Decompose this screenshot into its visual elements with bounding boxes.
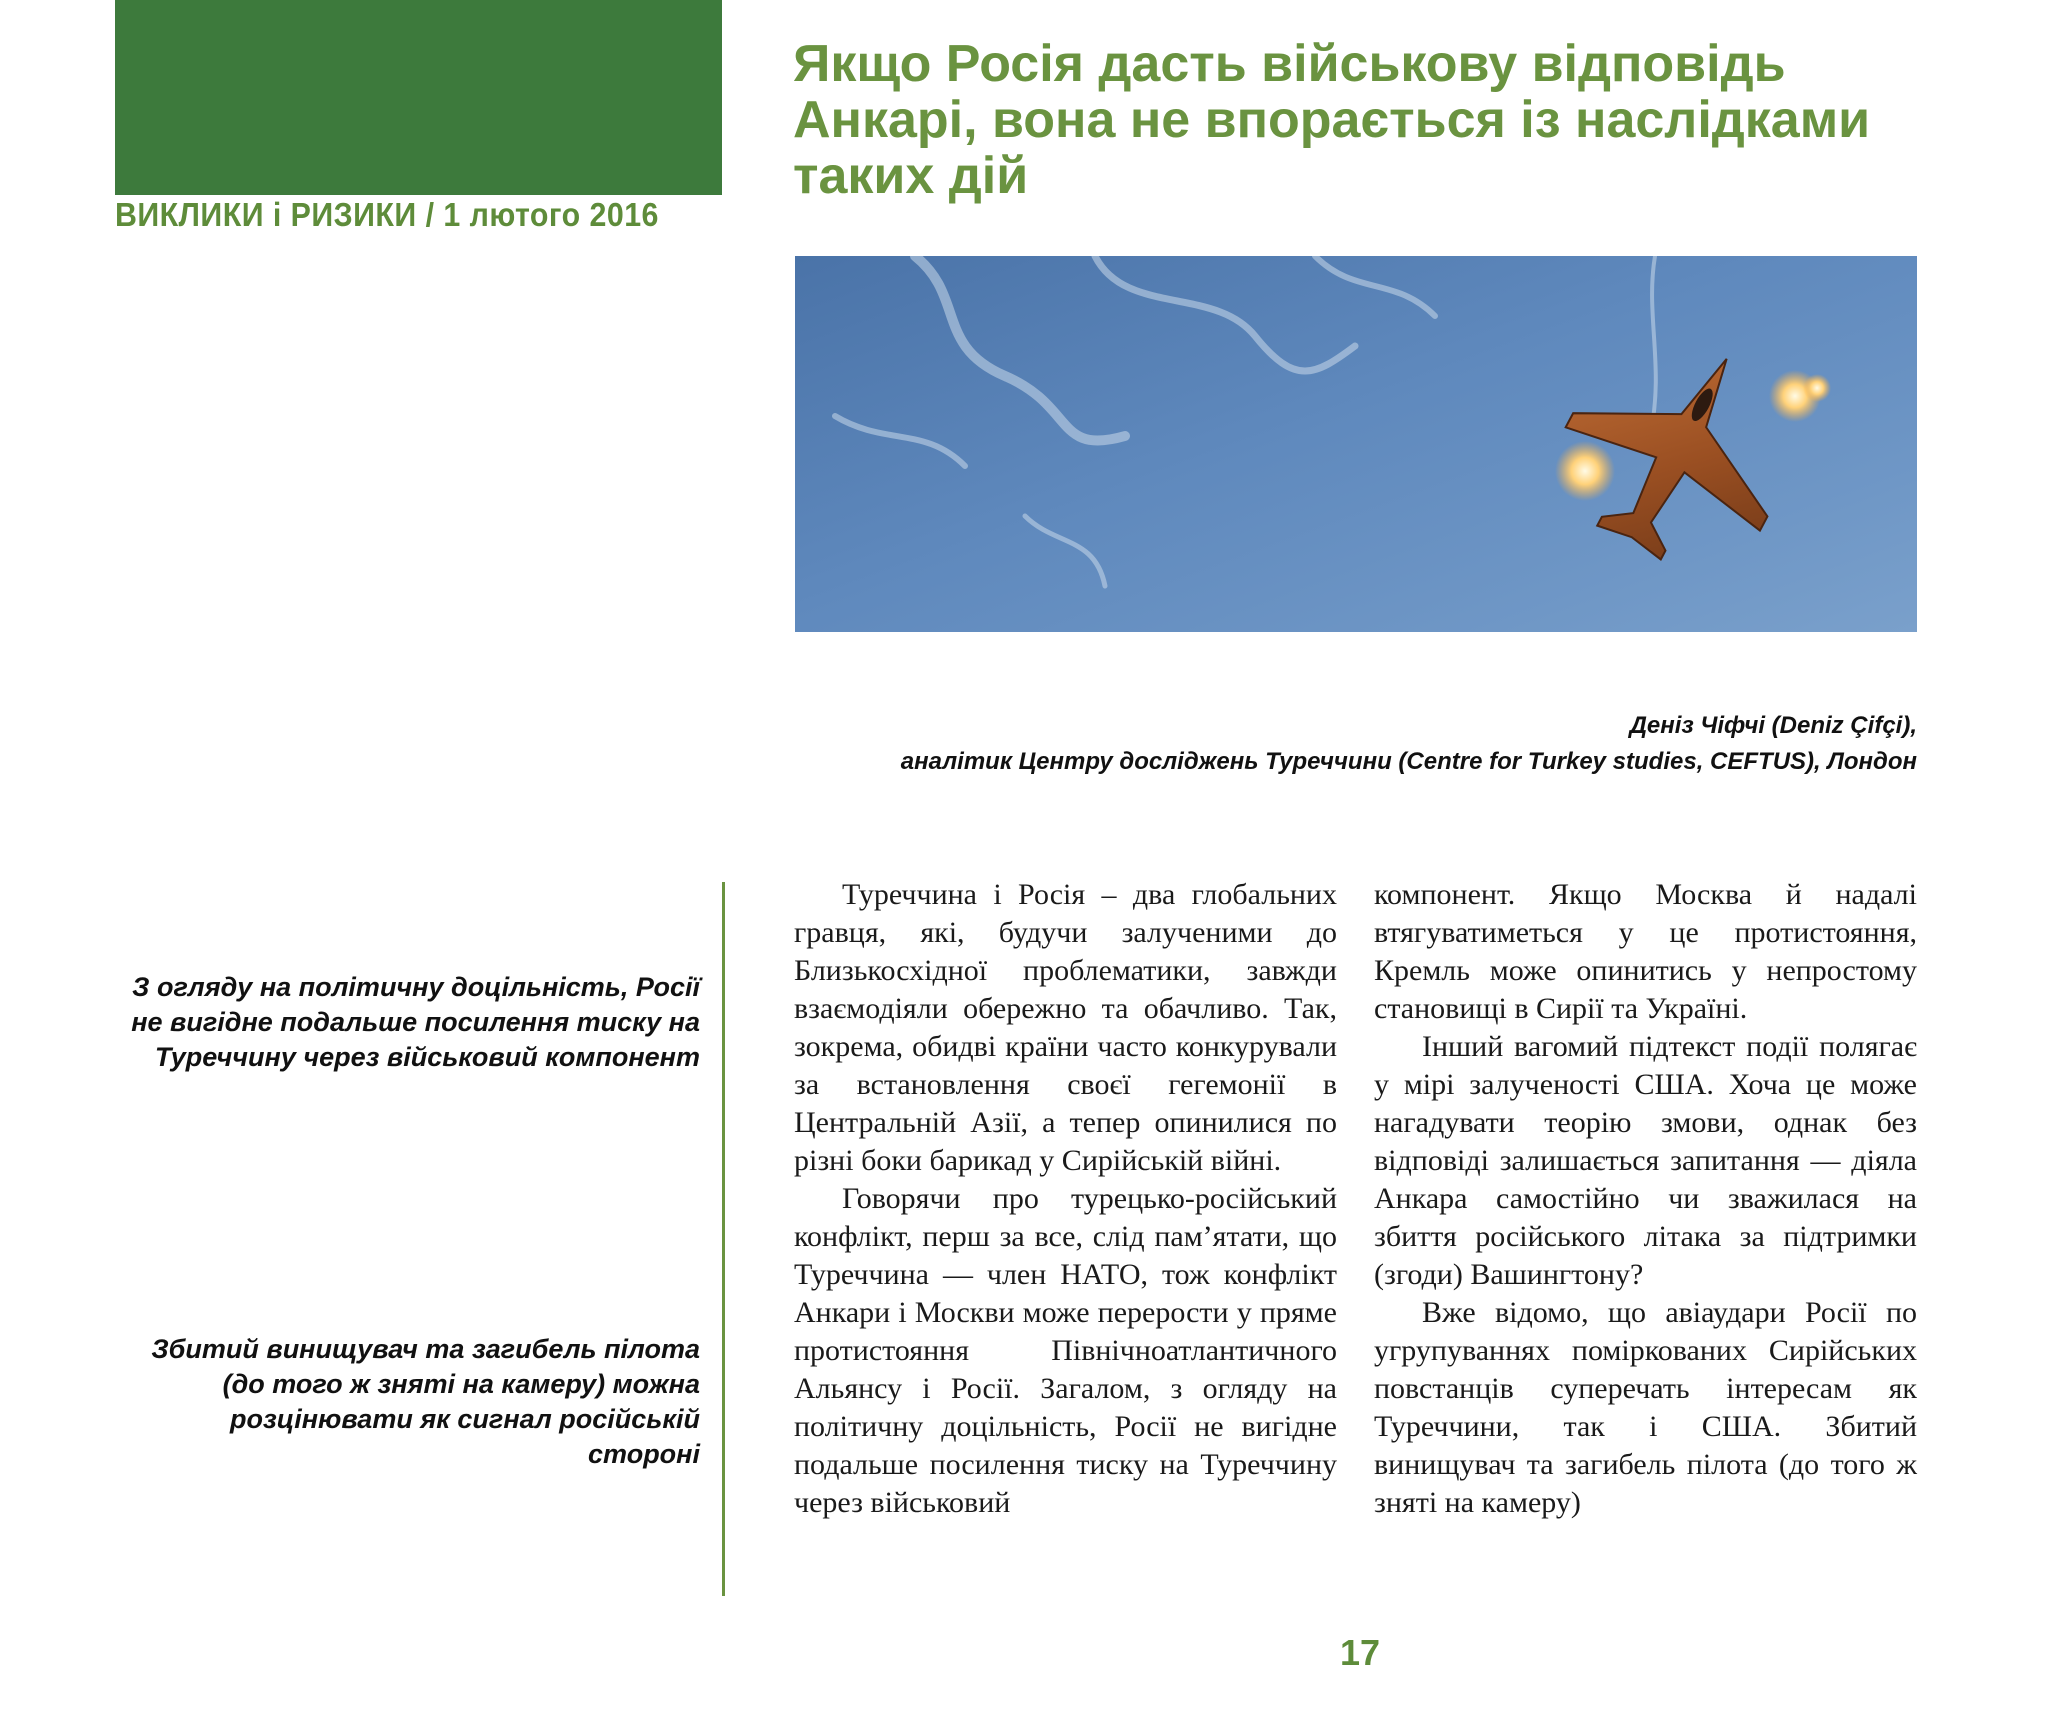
paragraph: Інший вагомий підтекст події полягає у мірі залученості США. Хоча це може нагадувати теорію змови, однак без відповіді залишається запитання — діяла Анкара самостійно чи зважилася на збиття російського літака за підтримки (згоди) Вашингтону?	[1374, 1030, 1917, 1291]
pull-quote-1: З огляду на політичну доцільність, Росії не вигідне подальше посилення тиску на Туреччину через військовий компонент	[131, 972, 700, 1072]
pull-quote-2: Збитий винищувач та загибель пілота (до того ж зняті на камеру) можна розцінювати як сигнал російській стороні	[151, 1334, 700, 1469]
header-color-block	[115, 0, 722, 195]
author-credit	[901, 708, 1917, 780]
article-column-2	[1374, 876, 1917, 1522]
page-number: 17	[1339, 1632, 1381, 1673]
author-name: Деніз Чіфчі (Deniz Çifçi),	[1629, 712, 1917, 739]
article-headline: Якщо Росія дасть військову відповідь Анкарі, вона не впорається із наслідками таких дій	[793, 35, 1871, 205]
flare	[1803, 374, 1831, 402]
paragraph: Вже відомо, що авіаудари Росії по угрупуваннях поміркованих Сирійських повстанців суперечать інтересам як Туреччини, так і США. Збитий винищувач та загибель пілота (до того ж зняті на камеру)	[1374, 1296, 1917, 1519]
smoke-trail	[835, 256, 1656, 586]
flare	[1555, 441, 1615, 501]
paragraph: Говорячи про турецько-російський конфлікт, перш за все, слід пам’ятати, що Туреччина — член НАТО, тож конфлікт Анкари і Москви може перерости у пряме протистояння Північноатлантичного Альянсу і Росії. Загалом, з огляду на політичну доцільність, Росії не вигідне подальше посилення тиску на Туреччину через військовий	[794, 1182, 1337, 1519]
author-position: аналітик Центру досліджень Туреччини (Centre for Turkey studies, CEFTUS), Лондон	[900, 748, 1917, 775]
section-label: ВИКЛИКИ і РИЗИКИ / 1 лютого 2016	[115, 196, 659, 233]
article-column-1	[794, 876, 1337, 1522]
paragraph: компонент. Якщо Москва й надалі втягуватиметься у це протистояння, Кремль може опинитись у непростому становищі в Сирії та Україні.	[1374, 878, 1917, 1025]
paragraph: Туреччина і Росія – два глобальних гравця, які, будучи залученими до Близькосхідної проблематики, завжди взаємодіяли обережно та обачливо. Так, зокрема, обидві країни часто конкурували за встановлення своєї гегемонії в Центральній Азії, а тепер опинилися по різні боки барикад у Сирійській війні.	[794, 878, 1337, 1177]
column-rule	[722, 882, 725, 1596]
fighter-jet-illustration	[795, 256, 1917, 632]
fighter-jet-photo	[795, 256, 1917, 632]
